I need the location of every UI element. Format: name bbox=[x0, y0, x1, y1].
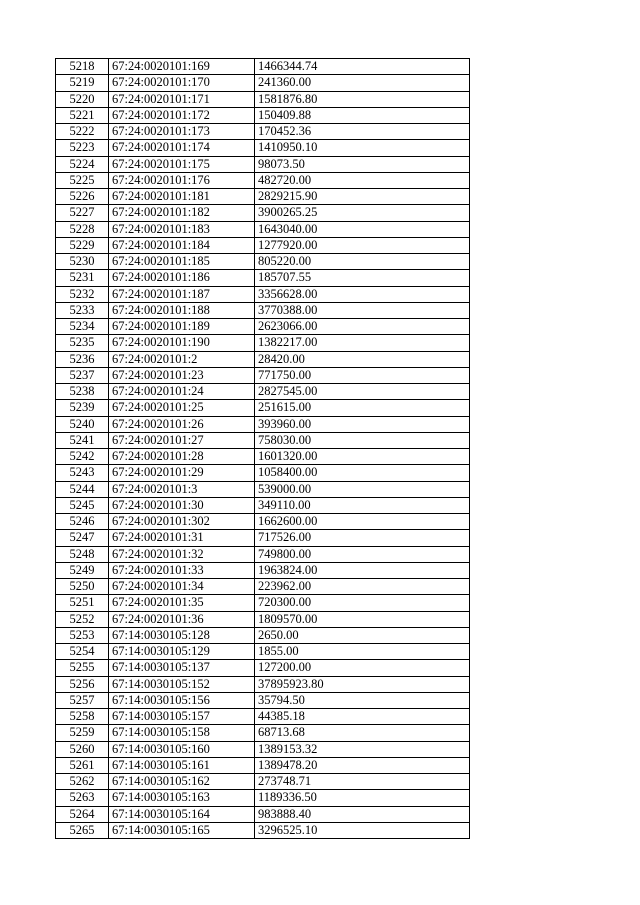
value-cell: 35794.50 bbox=[255, 692, 470, 708]
table-row bbox=[56, 725, 470, 741]
row-number-cell: 5257 bbox=[56, 692, 109, 708]
row-number-cell: 5239 bbox=[56, 400, 109, 416]
cadastral-number-cell: 67:24:0020101:183 bbox=[109, 221, 255, 237]
table-row bbox=[56, 172, 470, 188]
row-number-cell: 5231 bbox=[56, 270, 109, 286]
table-row bbox=[56, 221, 470, 237]
cadastral-number-cell: 67:24:0020101:35 bbox=[109, 595, 255, 611]
cadastral-number-cell: 67:14:0030105:163 bbox=[109, 790, 255, 806]
table-row bbox=[56, 692, 470, 708]
cadastral-number-cell: 67:24:0020101:31 bbox=[109, 530, 255, 546]
row-number-cell: 5227 bbox=[56, 205, 109, 221]
row-number-cell: 5265 bbox=[56, 822, 109, 838]
cadastral-number-cell: 67:14:0030105:161 bbox=[109, 757, 255, 773]
table-row bbox=[56, 449, 470, 465]
cadastral-number-cell: 67:24:0020101:172 bbox=[109, 107, 255, 123]
table-row bbox=[56, 611, 470, 627]
row-number-cell: 5228 bbox=[56, 221, 109, 237]
row-number-cell: 5242 bbox=[56, 449, 109, 465]
value-cell: 251615.00 bbox=[255, 400, 470, 416]
table-body bbox=[56, 59, 470, 839]
row-number-cell: 5223 bbox=[56, 140, 109, 156]
value-cell: 1466344.74 bbox=[255, 59, 470, 75]
table-row bbox=[56, 91, 470, 107]
value-cell: 223962.00 bbox=[255, 579, 470, 595]
value-cell: 717526.00 bbox=[255, 530, 470, 546]
table-row bbox=[56, 416, 470, 432]
value-cell: 3900265.25 bbox=[255, 205, 470, 221]
cadastral-number-cell: 67:14:0030105:129 bbox=[109, 644, 255, 660]
row-number-cell: 5235 bbox=[56, 335, 109, 351]
table-row bbox=[56, 384, 470, 400]
cadastral-number-cell: 67:14:0030105:164 bbox=[109, 806, 255, 822]
table-row bbox=[56, 254, 470, 270]
table-row bbox=[56, 644, 470, 660]
row-number-cell: 5248 bbox=[56, 546, 109, 562]
row-number-cell: 5241 bbox=[56, 432, 109, 448]
cadastral-number-cell: 67:24:0020101:23 bbox=[109, 367, 255, 383]
cadastral-number-cell: 67:24:0020101:34 bbox=[109, 579, 255, 595]
value-cell: 983888.40 bbox=[255, 806, 470, 822]
cadastral-number-cell: 67:14:0030105:156 bbox=[109, 692, 255, 708]
cadastral-number-cell: 67:24:0020101:185 bbox=[109, 254, 255, 270]
row-number-cell: 5263 bbox=[56, 790, 109, 806]
value-cell: 37895923.80 bbox=[255, 676, 470, 692]
table-row bbox=[56, 124, 470, 140]
table-row bbox=[56, 741, 470, 757]
value-cell: 1855.00 bbox=[255, 644, 470, 660]
table-row bbox=[56, 237, 470, 253]
cadastral-number-cell: 67:24:0020101:170 bbox=[109, 75, 255, 91]
value-cell: 2829215.90 bbox=[255, 189, 470, 205]
row-number-cell: 5237 bbox=[56, 367, 109, 383]
table-row bbox=[56, 140, 470, 156]
cadastral-number-cell: 67:24:0020101:36 bbox=[109, 611, 255, 627]
table-row bbox=[56, 546, 470, 562]
row-number-cell: 5260 bbox=[56, 741, 109, 757]
table-row bbox=[56, 465, 470, 481]
table-row bbox=[56, 562, 470, 578]
table-row bbox=[56, 822, 470, 838]
cadastral-number-cell: 67:14:0030105:152 bbox=[109, 676, 255, 692]
value-cell: 1277920.00 bbox=[255, 237, 470, 253]
value-cell: 1389478.20 bbox=[255, 757, 470, 773]
row-number-cell: 5230 bbox=[56, 254, 109, 270]
value-cell: 170452.36 bbox=[255, 124, 470, 140]
row-number-cell: 5236 bbox=[56, 351, 109, 367]
value-cell: 1410950.10 bbox=[255, 140, 470, 156]
table-row bbox=[56, 75, 470, 91]
value-cell: 3770388.00 bbox=[255, 302, 470, 318]
value-cell: 393960.00 bbox=[255, 416, 470, 432]
cadastral-number-cell: 67:24:0020101:176 bbox=[109, 172, 255, 188]
row-number-cell: 5221 bbox=[56, 107, 109, 123]
row-number-cell: 5246 bbox=[56, 514, 109, 530]
value-cell: 720300.00 bbox=[255, 595, 470, 611]
value-cell: 28420.00 bbox=[255, 351, 470, 367]
row-number-cell: 5225 bbox=[56, 172, 109, 188]
value-cell: 805220.00 bbox=[255, 254, 470, 270]
row-number-cell: 5250 bbox=[56, 579, 109, 595]
table-row bbox=[56, 156, 470, 172]
table-row bbox=[56, 107, 470, 123]
table-row bbox=[56, 286, 470, 302]
table-row bbox=[56, 367, 470, 383]
cadastral-number-cell: 67:24:0020101:186 bbox=[109, 270, 255, 286]
table-row bbox=[56, 790, 470, 806]
value-cell: 1058400.00 bbox=[255, 465, 470, 481]
row-number-cell: 5259 bbox=[56, 725, 109, 741]
cadastral-number-cell: 67:24:0020101:182 bbox=[109, 205, 255, 221]
table-row bbox=[56, 514, 470, 530]
row-number-cell: 5251 bbox=[56, 595, 109, 611]
table-row bbox=[56, 189, 470, 205]
row-number-cell: 5244 bbox=[56, 481, 109, 497]
row-number-cell: 5219 bbox=[56, 75, 109, 91]
table-row bbox=[56, 351, 470, 367]
cadastral-number-cell: 67:24:0020101:3 bbox=[109, 481, 255, 497]
row-number-cell: 5258 bbox=[56, 709, 109, 725]
value-cell: 1189336.50 bbox=[255, 790, 470, 806]
cadastral-number-cell: 67:14:0030105:162 bbox=[109, 774, 255, 790]
table-row bbox=[56, 205, 470, 221]
table-row bbox=[56, 660, 470, 676]
row-number-cell: 5238 bbox=[56, 384, 109, 400]
value-cell: 241360.00 bbox=[255, 75, 470, 91]
row-number-cell: 5243 bbox=[56, 465, 109, 481]
table-row bbox=[56, 481, 470, 497]
cadastral-number-cell: 67:24:0020101:2 bbox=[109, 351, 255, 367]
table-row bbox=[56, 627, 470, 643]
row-number-cell: 5264 bbox=[56, 806, 109, 822]
row-number-cell: 5220 bbox=[56, 91, 109, 107]
cadastral-number-cell: 67:24:0020101:189 bbox=[109, 319, 255, 335]
row-number-cell: 5249 bbox=[56, 562, 109, 578]
cadastral-number-cell: 67:24:0020101:26 bbox=[109, 416, 255, 432]
cadastral-value-table bbox=[55, 58, 470, 839]
table-row bbox=[56, 302, 470, 318]
cadastral-number-cell: 67:24:0020101:28 bbox=[109, 449, 255, 465]
row-number-cell: 5232 bbox=[56, 286, 109, 302]
value-cell: 1963824.00 bbox=[255, 562, 470, 578]
value-cell: 482720.00 bbox=[255, 172, 470, 188]
cadastral-number-cell: 67:24:0020101:188 bbox=[109, 302, 255, 318]
row-number-cell: 5247 bbox=[56, 530, 109, 546]
cadastral-number-cell: 67:14:0030105:137 bbox=[109, 660, 255, 676]
table-row bbox=[56, 595, 470, 611]
value-cell: 1601320.00 bbox=[255, 449, 470, 465]
table-row bbox=[56, 806, 470, 822]
cadastral-number-cell: 67:24:0020101:181 bbox=[109, 189, 255, 205]
value-cell: 2827545.00 bbox=[255, 384, 470, 400]
cadastral-number-cell: 67:14:0030105:157 bbox=[109, 709, 255, 725]
row-number-cell: 5262 bbox=[56, 774, 109, 790]
cadastral-number-cell: 67:24:0020101:175 bbox=[109, 156, 255, 172]
table-row bbox=[56, 709, 470, 725]
row-number-cell: 5233 bbox=[56, 302, 109, 318]
value-cell: 68713.68 bbox=[255, 725, 470, 741]
row-number-cell: 5255 bbox=[56, 660, 109, 676]
table-row bbox=[56, 774, 470, 790]
row-number-cell: 5256 bbox=[56, 676, 109, 692]
value-cell: 758030.00 bbox=[255, 432, 470, 448]
cadastral-number-cell: 67:14:0030105:128 bbox=[109, 627, 255, 643]
value-cell: 349110.00 bbox=[255, 497, 470, 513]
table-row bbox=[56, 335, 470, 351]
cadastral-number-cell: 67:24:0020101:27 bbox=[109, 432, 255, 448]
table-row bbox=[56, 676, 470, 692]
table-row bbox=[56, 530, 470, 546]
cadastral-number-cell: 67:24:0020101:302 bbox=[109, 514, 255, 530]
value-cell: 98073.50 bbox=[255, 156, 470, 172]
value-cell: 2623066.00 bbox=[255, 319, 470, 335]
value-cell: 44385.18 bbox=[255, 709, 470, 725]
value-cell: 3296525.10 bbox=[255, 822, 470, 838]
cadastral-number-cell: 67:24:0020101:174 bbox=[109, 140, 255, 156]
value-cell: 127200.00 bbox=[255, 660, 470, 676]
cadastral-number-cell: 67:24:0020101:29 bbox=[109, 465, 255, 481]
cadastral-number-cell: 67:24:0020101:30 bbox=[109, 497, 255, 513]
table-row bbox=[56, 400, 470, 416]
row-number-cell: 5222 bbox=[56, 124, 109, 140]
value-cell: 539000.00 bbox=[255, 481, 470, 497]
row-number-cell: 5226 bbox=[56, 189, 109, 205]
cadastral-number-cell: 67:14:0030105:160 bbox=[109, 741, 255, 757]
value-cell: 1643040.00 bbox=[255, 221, 470, 237]
cadastral-number-cell: 67:24:0020101:187 bbox=[109, 286, 255, 302]
value-cell: 150409.88 bbox=[255, 107, 470, 123]
cadastral-number-cell: 67:24:0020101:171 bbox=[109, 91, 255, 107]
table-row bbox=[56, 319, 470, 335]
cadastral-number-cell: 67:24:0020101:24 bbox=[109, 384, 255, 400]
cadastral-number-cell: 67:14:0030105:165 bbox=[109, 822, 255, 838]
row-number-cell: 5253 bbox=[56, 627, 109, 643]
cadastral-number-cell: 67:14:0030105:158 bbox=[109, 725, 255, 741]
value-cell: 1809570.00 bbox=[255, 611, 470, 627]
table-row bbox=[56, 59, 470, 75]
row-number-cell: 5218 bbox=[56, 59, 109, 75]
value-cell: 1382217.00 bbox=[255, 335, 470, 351]
row-number-cell: 5229 bbox=[56, 237, 109, 253]
row-number-cell: 5234 bbox=[56, 319, 109, 335]
value-cell: 749800.00 bbox=[255, 546, 470, 562]
value-cell: 185707.55 bbox=[255, 270, 470, 286]
cadastral-number-cell: 67:24:0020101:169 bbox=[109, 59, 255, 75]
row-number-cell: 5252 bbox=[56, 611, 109, 627]
row-number-cell: 5245 bbox=[56, 497, 109, 513]
table-row bbox=[56, 270, 470, 286]
row-number-cell: 5240 bbox=[56, 416, 109, 432]
table-row bbox=[56, 579, 470, 595]
row-number-cell: 5261 bbox=[56, 757, 109, 773]
value-cell: 1581876.80 bbox=[255, 91, 470, 107]
cadastral-number-cell: 67:24:0020101:33 bbox=[109, 562, 255, 578]
value-cell: 3356628.00 bbox=[255, 286, 470, 302]
value-cell: 1389153.32 bbox=[255, 741, 470, 757]
row-number-cell: 5254 bbox=[56, 644, 109, 660]
row-number-cell: 5224 bbox=[56, 156, 109, 172]
value-cell: 2650.00 bbox=[255, 627, 470, 643]
cadastral-number-cell: 67:24:0020101:190 bbox=[109, 335, 255, 351]
value-cell: 273748.71 bbox=[255, 774, 470, 790]
cadastral-number-cell: 67:24:0020101:25 bbox=[109, 400, 255, 416]
value-cell: 771750.00 bbox=[255, 367, 470, 383]
cadastral-number-cell: 67:24:0020101:32 bbox=[109, 546, 255, 562]
value-cell: 1662600.00 bbox=[255, 514, 470, 530]
cadastral-number-cell: 67:24:0020101:173 bbox=[109, 124, 255, 140]
table-row bbox=[56, 757, 470, 773]
table-row bbox=[56, 497, 470, 513]
table-row bbox=[56, 432, 470, 448]
cadastral-number-cell: 67:24:0020101:184 bbox=[109, 237, 255, 253]
